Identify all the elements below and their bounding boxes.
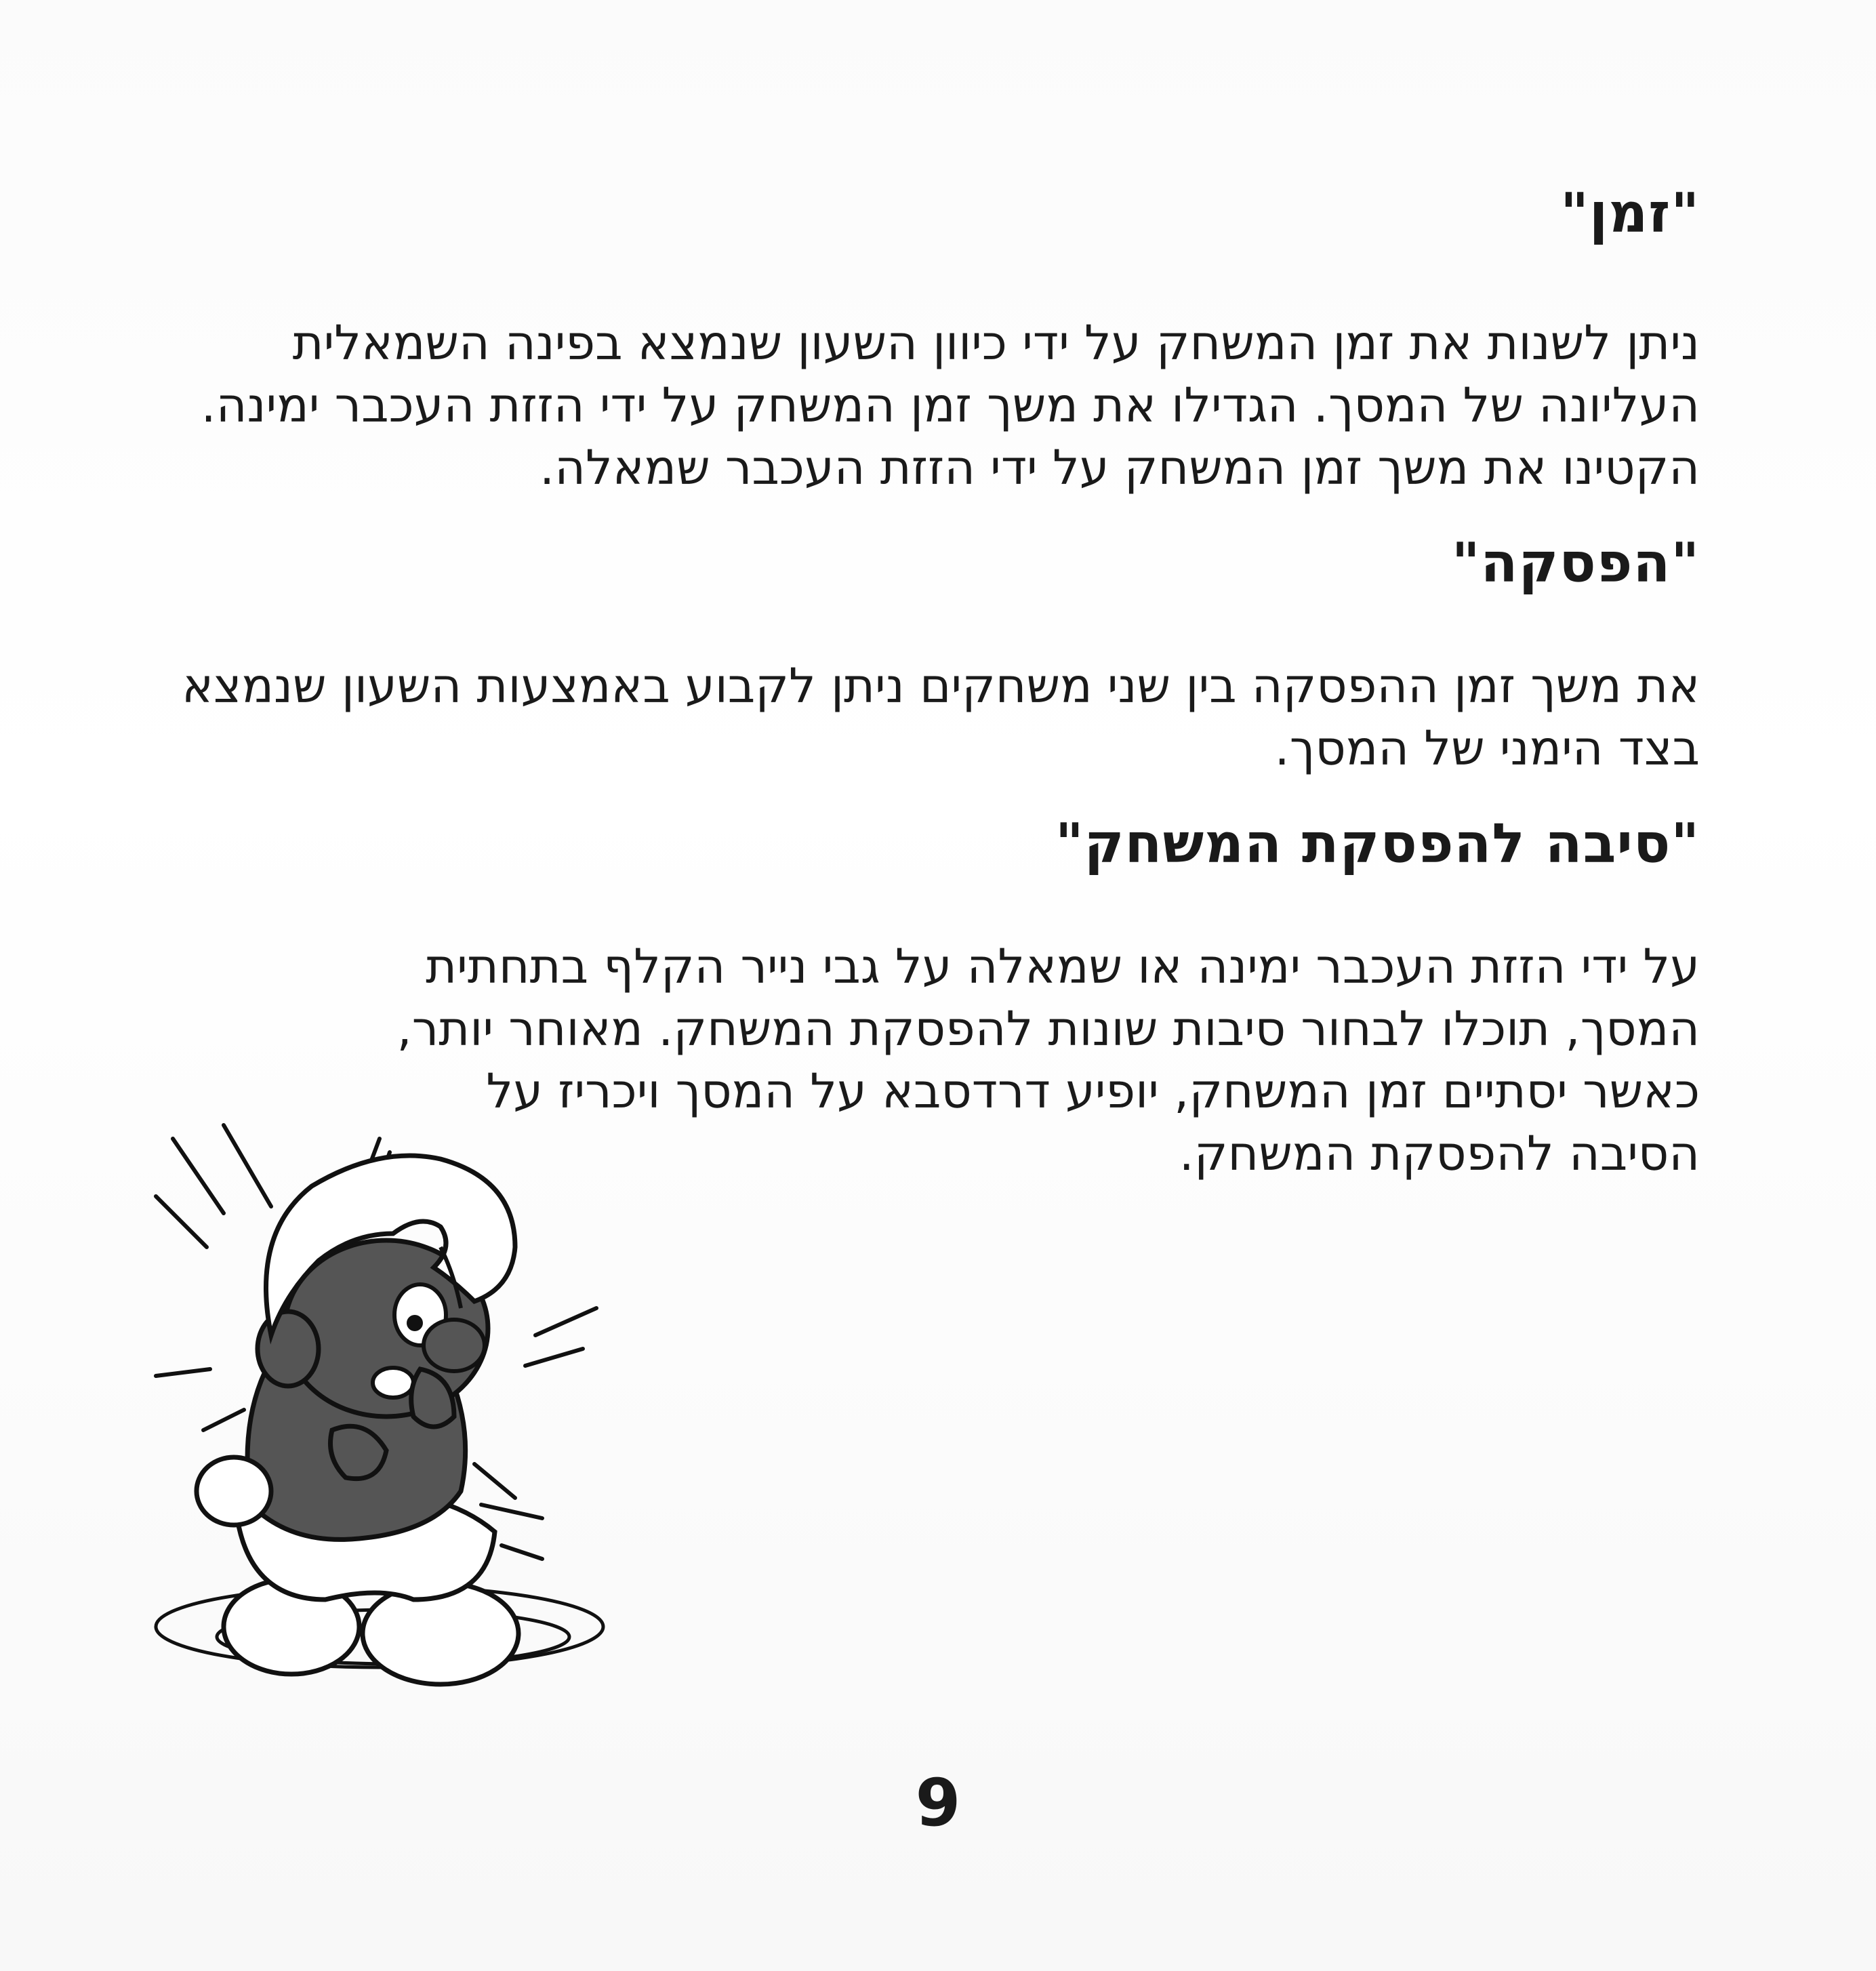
smurf-illustration	[136, 1112, 718, 1722]
smurf-tail	[197, 1457, 271, 1525]
heading-stop-reason: "סיבה להפסקת המשחק"	[1055, 812, 1700, 875]
smurf-nose	[424, 1320, 485, 1371]
heading-time: "זמן"	[1560, 182, 1700, 245]
page-number: 9	[915, 1765, 961, 1841]
page-content	[141, 176, 1700, 1185]
paragraph-time: ניתן לשנות את זמן המשחק על ידי כיוון השעון שנמצא בפינה השמאלית העליונה של המסך. הגדילו את משך זמן המשחק על ידי הזזת העכבר ימינה. הקטינו את משך זמן המשחק על ידי הזזת העכבר שמאלה.	[201, 315, 1700, 495]
smurf-mouth	[373, 1368, 413, 1398]
paragraph-break: את משך זמן ההפסקה בין שני משחקים ניתן לקבוע באמצעות השעון שנמצא בצד הימני של המסך.	[182, 658, 1700, 776]
heading-break: "הפסקה"	[1451, 531, 1700, 594]
paragraph-stop-reason: על ידי הזזת העכבר ימינה או שמאלה על גבי נייר הקלף בתחתית המסך, תוכלו לבחור סיבות שונות להפסקת המשחק. מאוחר יותר, כאשר יסתיים זמן המשחק, יופיע דרדסבא על המסך ויכריז על הסיבה להפסקת המשחק.	[396, 939, 1700, 1181]
